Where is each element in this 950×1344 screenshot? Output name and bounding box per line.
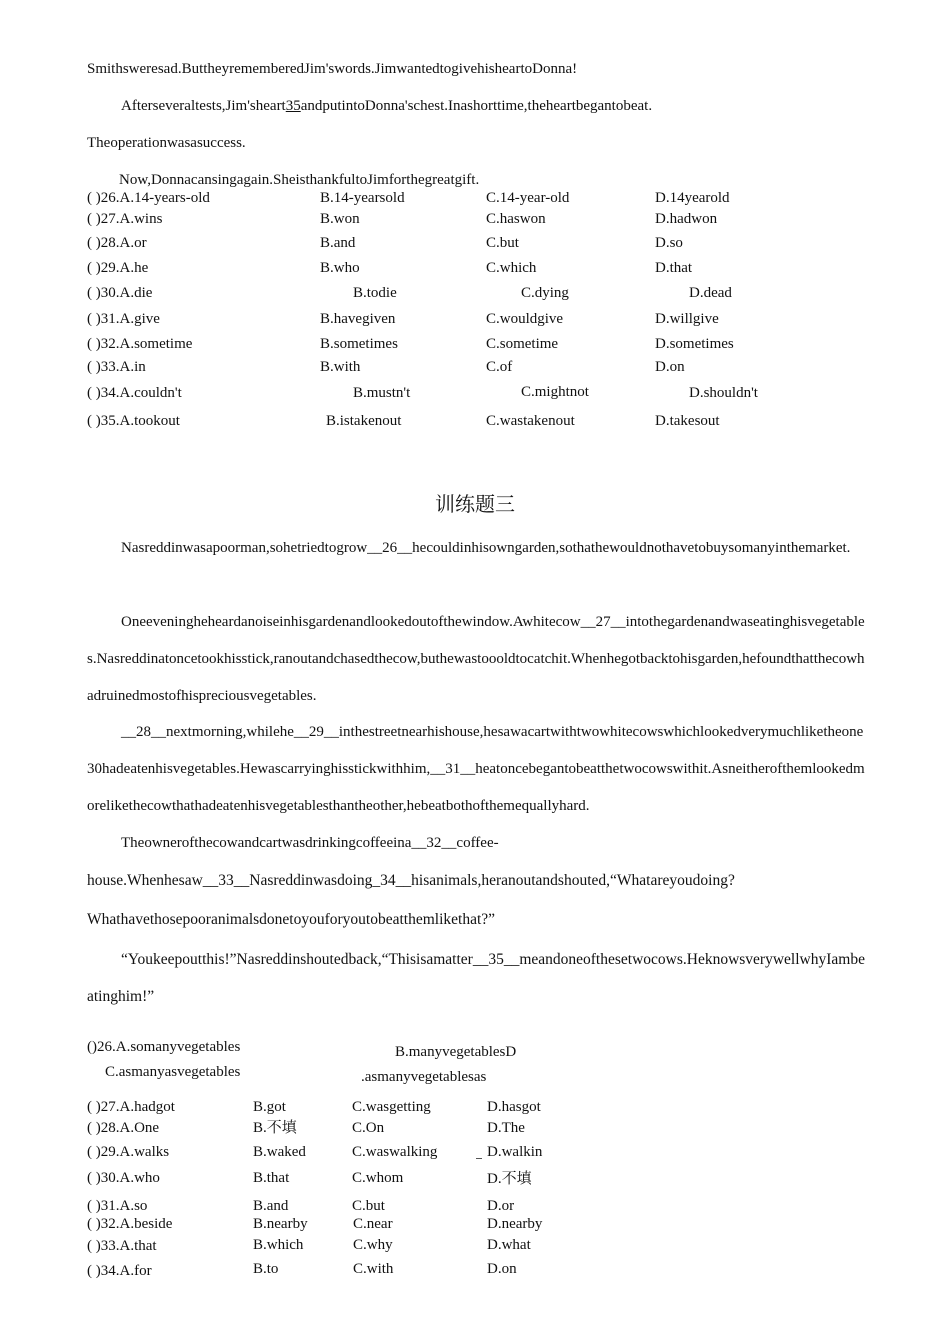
- question-stem: ( )30.A.who: [87, 1170, 160, 1186]
- option-b: B.havegiven: [320, 311, 396, 327]
- option-b: B.sometimes: [320, 336, 398, 352]
- option-d: D.or: [487, 1198, 515, 1214]
- passage-paragraph: Oneeveningheheardanoiseinhisgardenandlookedoutofthewindow.Awhitecow__27__intothegardenandwaseatinghisvegetables.Nasreddinatoncetookhisstick,ranoutandchasedthecow,buthewastoooldtocatchit.Whenhegotbacktohisgarden,hefoundthatthecowhadruinedmostofhispreciousvegetables.: [87, 614, 865, 704]
- option-b: B.14-yearsold: [320, 190, 405, 206]
- option-c: C.sometime: [486, 336, 559, 352]
- option-d: D.hasgot: [487, 1099, 541, 1115]
- passage-line: [121, 97, 652, 115]
- option-c: C.wasgetting: [352, 1099, 431, 1115]
- option-c: C.waswalking: [352, 1144, 438, 1160]
- blank-number: 35: [285, 98, 301, 114]
- option-b: B.mustn't: [353, 385, 411, 401]
- option-d: D.so: [655, 235, 683, 251]
- question-stem: ( )30.A.die: [87, 285, 153, 301]
- option-c: C.whom: [352, 1170, 404, 1186]
- passage-paragraph: __28__nextmorning,whilehe__29__inthestreetnearhishouse,hesawacartwithtwowhitecowswhichlookedverymuchliketheone30hadeatenhisvegetables.Hewascarryinghisstickwithhim,__31__heatoncebegantobeatthetwocowswithit.Asneitherofthemlookedmorelikethecowthathadeatenhisvegetablesthantheother,hebeatbothofthemequallyhard.: [87, 724, 865, 814]
- option-d: D.dead: [689, 285, 732, 301]
- option-d: D.what: [487, 1237, 531, 1253]
- option-d: D.on: [655, 359, 685, 375]
- option-b: B.不填: [253, 1120, 297, 1136]
- option-c: C.wouldgive: [486, 311, 564, 327]
- option-d: D.sometimes: [655, 336, 734, 352]
- passage-paragraph: Nasreddinwasapoorman,sohetriedtogrow__26__hecouldinhisowngarden,sothathewouldnothavetobuysomanyinthemarket.: [121, 540, 851, 556]
- option-b: B.istakenout: [326, 413, 402, 429]
- option-b: B.and: [320, 235, 356, 251]
- passage-line: Theoperationwasasuccess.: [87, 135, 246, 151]
- option-c: C.asmanyasvegetables: [105, 1064, 241, 1080]
- question-stem: ( )31.A.so: [87, 1198, 148, 1214]
- option-c: C.why: [353, 1237, 393, 1253]
- option-c: C.but: [352, 1198, 385, 1214]
- option-b: B.that: [253, 1170, 290, 1186]
- passage-line: Whathavethosepooranimalsdonetoyouforyoutobeatthemlikethat?”: [87, 911, 496, 928]
- question-stem: ( )27.A.hadgot: [87, 1099, 175, 1115]
- option-d: D.The: [487, 1120, 525, 1136]
- question-stem: ( )28.A.One: [87, 1120, 160, 1136]
- text-run: andputintoDonna'schest.Inashorttime,theheartbegantobeat.: [300, 98, 653, 114]
- passage-line: house.Whenhesaw__33__Nasreddinwasdoing_34__hisanimals,heranoutandshouted,“Whatareyoudoing?: [87, 872, 735, 889]
- question-stem: ()26.A.somanyvegetables: [87, 1039, 241, 1055]
- option-b: B.manyvegetablesD: [395, 1044, 517, 1060]
- divider: [476, 1158, 482, 1159]
- option-d: D.on: [487, 1261, 517, 1277]
- passage-paragraph: “Youkeepoutthis!”Nasreddinshoutedback,“Thisisamatter__35__meandoneofthesetwocows.HeknowsverywellwhyIambeatinghim!”: [87, 951, 865, 1005]
- option-c: C.near: [353, 1216, 393, 1232]
- option-c: C.dying: [521, 285, 569, 301]
- option-d: D.不填: [487, 1171, 532, 1187]
- option-c: C.haswon: [486, 211, 546, 227]
- question-stem: ( )34.A.for: [87, 1263, 152, 1279]
- question-stem: ( )28.A.or: [87, 235, 147, 251]
- option-b: B.nearby: [253, 1216, 308, 1232]
- option-d: D.that: [655, 260, 693, 276]
- passage-line: Theownerofthecowandcartwasdrinkingcoffeeina__32__coffee-: [121, 835, 499, 851]
- question-stem: ( )32.A.sometime: [87, 336, 193, 352]
- option-b: B.waked: [253, 1144, 306, 1160]
- option-c: C.14-year-old: [486, 190, 570, 206]
- option-c: C.of: [486, 359, 513, 375]
- option-b: B.to: [253, 1261, 279, 1277]
- option-d: D.walkin: [487, 1144, 543, 1160]
- question-stem: ( )29.A.he: [87, 260, 149, 276]
- option-d: D.nearby: [487, 1216, 543, 1232]
- question-stem: ( )33.A.in: [87, 359, 146, 375]
- section-title: 训练题三: [435, 492, 515, 516]
- question-stem: ( )31.A.give: [87, 311, 160, 327]
- option-c: C.but: [486, 235, 519, 251]
- question-stem: ( )34.A.couldn't: [87, 385, 182, 401]
- option-d: D.shouldn't: [689, 385, 758, 401]
- option-b: B.who: [320, 260, 360, 276]
- question-stem: ( )35.A.tookout: [87, 413, 180, 429]
- text-run: Afterseveraltests,Jim'sheart: [121, 98, 286, 114]
- question-stem: ( )29.A.walks: [87, 1144, 170, 1160]
- question-stem: ( )33.A.that: [87, 1238, 157, 1254]
- option-b: B.and: [253, 1198, 289, 1214]
- option-c: C.wastakenout: [486, 413, 575, 429]
- option-c: C.mightnot: [521, 384, 589, 400]
- option-d: D.takesout: [655, 413, 720, 429]
- option-b: B.got: [253, 1099, 286, 1115]
- option-d: .asmanyvegetablesas: [361, 1069, 487, 1085]
- option-c: C.which: [486, 260, 537, 276]
- option-b: B.todie: [353, 285, 397, 301]
- passage-line: Smithsweresad.ButtheyrememberedJim'swords.JimwantedtogivehisheartoDonna!: [87, 61, 578, 77]
- option-d: D.hadwon: [655, 211, 718, 227]
- option-b: B.won: [320, 211, 360, 227]
- option-c: C.with: [353, 1261, 394, 1277]
- option-b: B.which: [253, 1237, 304, 1253]
- option-b: B.with: [320, 359, 361, 375]
- question-stem: ( )26.A.14-years-old: [87, 190, 210, 206]
- passage-line: Now,Donnacansingagain.SheisthankfultoJimforthegreatgift.: [119, 172, 480, 188]
- question-stem: ( )27.A.wins: [87, 211, 163, 227]
- option-d: D.14yearold: [655, 190, 730, 206]
- question-stem: ( )32.A.beside: [87, 1216, 173, 1232]
- option-d: D.willgive: [655, 311, 719, 327]
- option-c: C.On: [352, 1120, 385, 1136]
